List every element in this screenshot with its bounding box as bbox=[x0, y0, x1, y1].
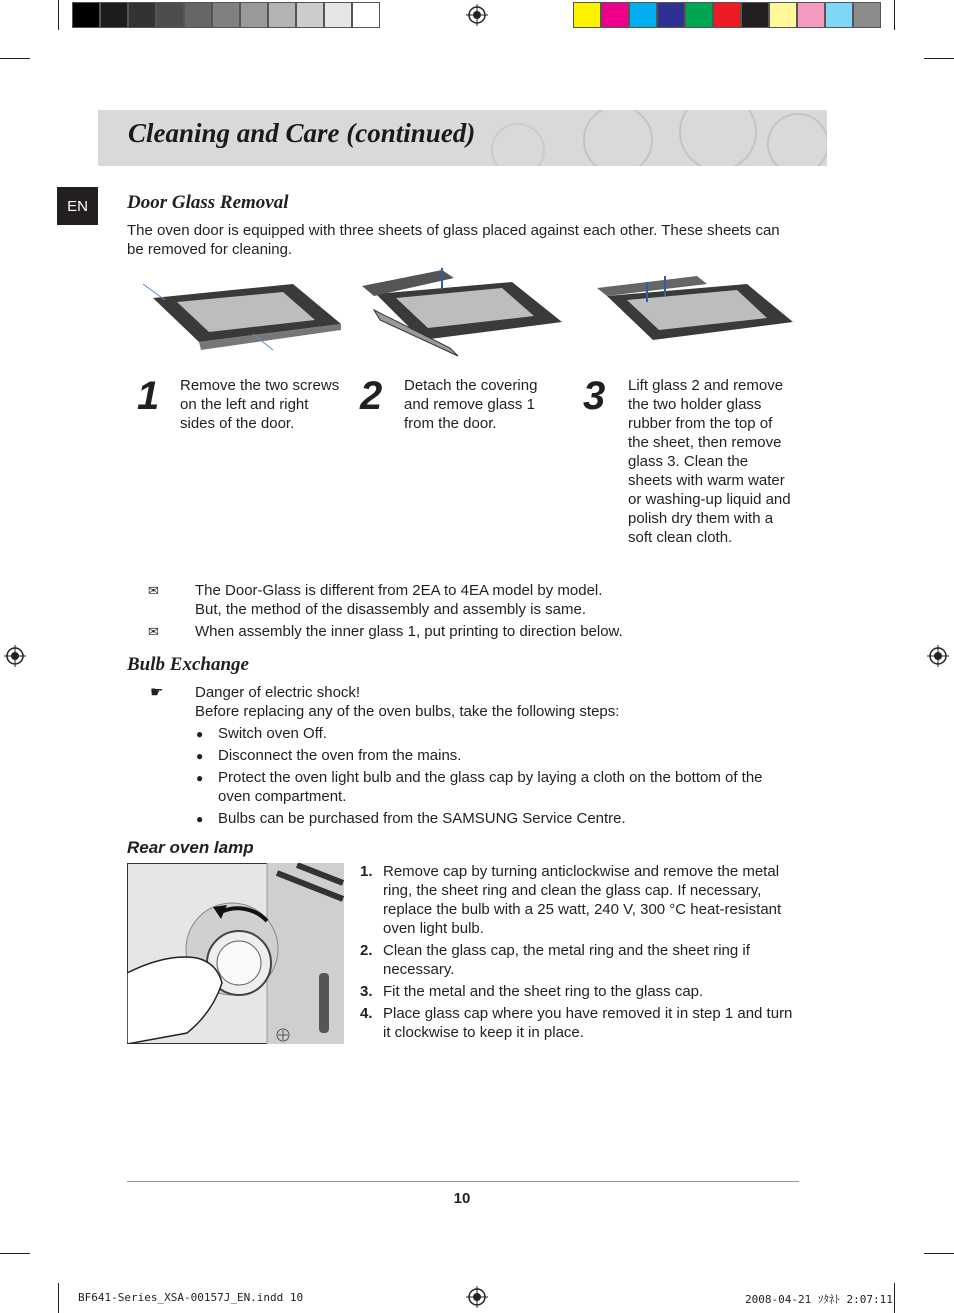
step-number: 3 bbox=[583, 374, 606, 418]
bullet-text: Disconnect the oven from the mains. bbox=[218, 747, 462, 764]
lamp-step-number: 2. bbox=[360, 942, 373, 959]
step-text: Lift glass 2 and remove the two holder glass rubber from the top of the sheet, then remove glass 3. Clean the sheets with warm water or washing-up liquid and polish dry them with a soft clean cloth. bbox=[628, 377, 791, 546]
color-swatch bbox=[741, 2, 769, 28]
page-title: Cleaning and Care (continued) bbox=[128, 118, 476, 148]
warning-text: Danger of electric shock! bbox=[195, 684, 361, 701]
bullet-dot-icon: ● bbox=[196, 727, 204, 741]
language-tab: EN bbox=[57, 187, 98, 225]
bullet-dot-icon: ● bbox=[196, 771, 204, 785]
warning-text: Before replacing any of the oven bulbs, take the following steps: bbox=[195, 703, 620, 720]
file-info: BF641-Series_XSA-00157J_EN.indd 10 bbox=[78, 1291, 304, 1304]
gray-swatch bbox=[156, 2, 184, 28]
warning-hand-icon: ☛ bbox=[150, 684, 164, 701]
color-swatch bbox=[657, 2, 685, 28]
lamp-step-number: 4. bbox=[360, 1005, 373, 1022]
crop-mark bbox=[924, 1253, 954, 1254]
gray-swatch bbox=[72, 2, 100, 28]
lamp-step-text: Fit the metal and the sheet ring to the glass cap. bbox=[383, 983, 704, 1000]
gray-swatch bbox=[184, 2, 212, 28]
registration-mark-icon bbox=[927, 645, 949, 667]
crop-mark bbox=[924, 58, 954, 59]
gray-swatch bbox=[100, 2, 128, 28]
step-number: 2 bbox=[360, 374, 383, 418]
bullet-dot-icon: ● bbox=[196, 812, 204, 826]
door-illustration-2 bbox=[362, 266, 567, 362]
bullet-text: Switch oven Off. bbox=[218, 725, 327, 742]
crop-mark bbox=[58, 0, 59, 30]
color-swatch bbox=[713, 2, 741, 28]
step-text: Remove the two screws on the left and right sides of the door. bbox=[180, 377, 340, 432]
lamp-step-number: 1. bbox=[360, 863, 373, 880]
color-swatch bbox=[769, 2, 797, 28]
color-swatch bbox=[573, 2, 601, 28]
gray-swatch bbox=[296, 2, 324, 28]
bulb-heading: Bulb Exchange bbox=[127, 654, 249, 675]
note-text: The Door-Glass is different from 2EA to 4EA model by model. bbox=[195, 582, 603, 599]
lamp-step-text: Remove cap by turning anticlockwise and remove the metal ring, the sheet ring and clean the glass cap. If necessary, replace the bulb with a 25 watt, 240 V, 300 °C heat-resistant oven light bulb. bbox=[383, 863, 782, 937]
crop-mark bbox=[894, 0, 895, 30]
crop-mark bbox=[0, 1253, 30, 1254]
color-swatch bbox=[853, 2, 881, 28]
note-icon: ✉ bbox=[148, 624, 159, 639]
color-swatch bbox=[797, 2, 825, 28]
door-illustration-1 bbox=[143, 270, 343, 360]
door-illustration-3 bbox=[597, 270, 797, 354]
color-swatch bbox=[601, 2, 629, 28]
registration-mark-icon bbox=[466, 4, 488, 26]
note-text: When assembly the inner glass 1, put printing to direction below. bbox=[195, 623, 623, 640]
lamp-step-text: Place glass cap where you have removed it in step 1 and turn it clockwise to keep it in place. bbox=[383, 1005, 793, 1041]
gray-swatch bbox=[352, 2, 380, 28]
lamp-step-number: 3. bbox=[360, 983, 373, 1000]
registration-mark-icon bbox=[466, 1286, 488, 1308]
crop-mark bbox=[0, 58, 30, 59]
rear-lamp-heading: Rear oven lamp bbox=[127, 838, 254, 857]
gray-swatch bbox=[240, 2, 268, 28]
bullet-text: Bulbs can be purchased from the SAMSUNG Service Centre. bbox=[218, 810, 626, 827]
registration-mark-icon bbox=[4, 645, 26, 667]
gray-swatch bbox=[128, 2, 156, 28]
page-number: 10 bbox=[453, 1190, 471, 1207]
footer-rule bbox=[127, 1181, 799, 1182]
color-swatch bbox=[629, 2, 657, 28]
door-glass-intro: The oven door is equipped with three sheets of glass placed against each other. These sheets can be removed for cleaning. bbox=[127, 222, 780, 258]
rear-lamp-illustration bbox=[127, 863, 344, 1044]
bullet-text: Protect the oven light bulb and the glass cap by laying a cloth on the bottom of the oven compartment. bbox=[218, 769, 763, 805]
gray-swatch bbox=[212, 2, 240, 28]
note-icon: ✉ bbox=[148, 583, 159, 598]
gray-swatch bbox=[268, 2, 296, 28]
door-glass-heading: Door Glass Removal bbox=[127, 192, 289, 213]
crop-mark bbox=[58, 1283, 59, 1313]
gray-swatch bbox=[324, 2, 352, 28]
crop-mark bbox=[894, 1283, 895, 1313]
color-swatch bbox=[825, 2, 853, 28]
date-info: 2008-04-21 ｿﾀﾈﾄ 2:07:11 bbox=[745, 1293, 893, 1306]
step-number: 1 bbox=[137, 374, 160, 418]
note-text: But, the method of the disassembly and assembly is same. bbox=[195, 601, 587, 618]
lamp-step-text: Clean the glass cap, the metal ring and the sheet ring if necessary. bbox=[383, 942, 750, 978]
bullet-dot-icon: ● bbox=[196, 749, 204, 763]
color-swatch bbox=[685, 2, 713, 28]
step-text: Detach the covering and remove glass 1 from the door. bbox=[404, 377, 538, 432]
